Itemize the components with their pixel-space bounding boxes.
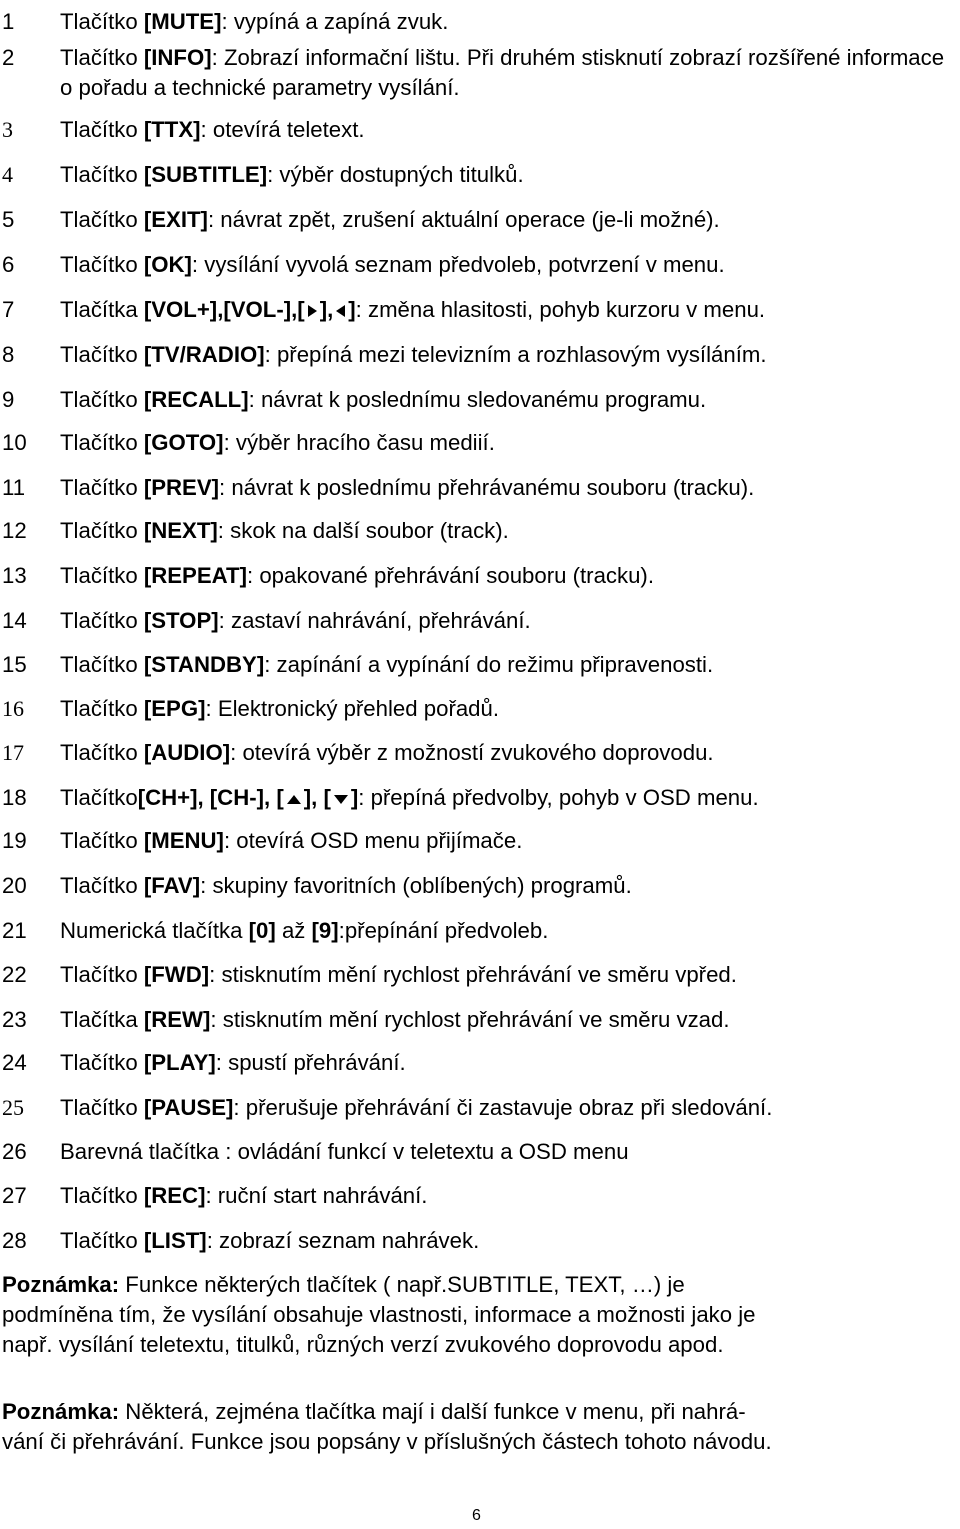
list-item: 19 Tlačítko [MENU]: otevírá OSD menu přijímače. xyxy=(2,826,957,856)
list-item: 2 Tlačítko [INFO]: Zobrazí informační lištu. Při druhém stisknutí zobrazí rozšířené informace o pořadu a technické parametry vysílání. xyxy=(2,45,945,100)
item-number: 28 xyxy=(2,1228,27,1253)
key-label: [REC] xyxy=(143,1183,206,1208)
item-number: 27 xyxy=(2,1183,27,1208)
note-additional: Poznámka: Některá, zejména tlačítka mají i další funkce v menu, při nahrá- vání či přehrávání. Funkce jsou popsány v příslušných částech tohoto návodu. xyxy=(2,1399,772,1454)
key-label: [FWD] xyxy=(143,962,210,987)
item-number: 21 xyxy=(2,918,27,943)
note-label: Poznámka: xyxy=(2,1272,120,1297)
item-number: 6 xyxy=(2,252,15,277)
key-label: [EXIT] xyxy=(143,207,208,232)
item-number: 13 xyxy=(2,563,27,588)
item-number: 2 xyxy=(2,45,15,70)
list-item: 27 Tlačítko [REC]: ruční start nahrávání. xyxy=(2,1181,957,1211)
key-label: [TV/RADIO] xyxy=(143,342,265,367)
key-label: [REPEAT] xyxy=(143,563,247,588)
key-label: [PREV] xyxy=(143,475,220,500)
item-number: 19 xyxy=(2,828,27,853)
list-item: 13 Tlačítko [REPEAT]: opakované přehrávání souboru (tracku). xyxy=(2,561,957,591)
list-item: 15 Tlačítko [STANDBY]: zapínání a vypínání do režimu připravenosti. xyxy=(2,650,957,680)
page-number: 6 xyxy=(472,1507,481,1524)
list-item: 10 Tlačítko [GOTO]: výběr hracího času mediií. xyxy=(2,428,957,458)
key-label: [VOL+],[VOL-],[ xyxy=(143,297,305,322)
key-label: [0] xyxy=(248,918,276,943)
key-label: [SUBTITLE] xyxy=(143,162,268,187)
list-item: 5 Tlačítko [EXIT]: návrat zpět, zrušení aktuální operace (je-li možné). xyxy=(2,205,957,235)
list-item: 28 Tlačítko [LIST]: zobrazí seznam nahrávek. xyxy=(2,1226,957,1256)
item-number: 10 xyxy=(2,430,27,455)
item-number: 22 xyxy=(2,962,27,987)
item-number: 11 xyxy=(2,475,26,500)
list-item: 26 Barevná tlačítka : ovládání funkcí v teletextu a OSD menu xyxy=(2,1137,957,1167)
item-number: 12 xyxy=(2,518,27,543)
item-number: 20 xyxy=(2,873,27,898)
key-label: [GOTO] xyxy=(143,430,224,455)
key-label: [MUTE] xyxy=(143,9,222,34)
list-item: 25 Tlačítko [PAUSE]: přerušuje přehrávání či zastavuje obraz při sledování. xyxy=(2,1093,957,1123)
item-number: 17 xyxy=(2,740,24,765)
key-label: [RECALL] xyxy=(143,387,249,412)
key-label: [EPG] xyxy=(143,696,206,721)
item-number: 5 xyxy=(2,207,15,232)
key-label: [STOP] xyxy=(143,608,219,633)
list-item: 23 Tlačítka [REW]: stisknutím mění rychlost přehrávání ve směru vzad. xyxy=(2,1005,957,1035)
key-label: [TTX] xyxy=(143,117,201,142)
item-number: 4 xyxy=(2,162,13,187)
key-label: [PLAY] xyxy=(143,1050,216,1075)
item-number: 26 xyxy=(2,1139,27,1164)
item-number: 1 xyxy=(2,9,15,34)
arrow-up-icon xyxy=(287,795,301,804)
item-number: 8 xyxy=(2,342,15,367)
item-number: 23 xyxy=(2,1007,27,1032)
list-item: 4 Tlačítko [SUBTITLE]: výběr dostupných titulků. xyxy=(2,160,957,190)
key-label: [CH+], [CH-], [ xyxy=(137,785,284,810)
item-number: 24 xyxy=(2,1050,27,1075)
key-label: [NEXT] xyxy=(143,518,218,543)
list-item: 20 Tlačítko [FAV]: skupiny favoritních (oblíbených) programů. xyxy=(2,871,957,901)
list-item: 21 Numerická tlačítka [0] až [9]:přepínání předvoleb. xyxy=(2,916,957,946)
key-label: [STANDBY] xyxy=(143,652,265,677)
key-label: [INFO] xyxy=(143,45,212,70)
item-number: 18 xyxy=(2,785,27,810)
list-item: 11 Tlačítko [PREV]: návrat k poslednímu přehrávanému souboru (tracku). xyxy=(2,473,957,503)
list-item: 12 Tlačítko [NEXT]: skok na další soubor (track). xyxy=(2,516,957,546)
arrow-down-icon xyxy=(334,795,348,804)
arrow-right-icon xyxy=(308,305,317,317)
key-label: [OK] xyxy=(143,252,192,277)
list-item: 14 Tlačítko [STOP]: zastaví nahrávání, přehrávání. xyxy=(2,606,957,636)
list-item: 22 Tlačítko [FWD]: stisknutím mění rychlost přehrávání ve směru vpřed. xyxy=(2,960,957,990)
arrow-left-icon xyxy=(336,305,345,317)
item-number: 14 xyxy=(2,608,27,633)
list-item: 24 Tlačítko [PLAY]: spustí přehrávání. xyxy=(2,1048,957,1078)
item-number: 25 xyxy=(2,1095,24,1120)
note-functions: Poznámka: Funkce některých tlačítek ( např.SUBTITLE, TEXT, …) je podmíněna tím, že vysílání obsahuje vlastnosti, informace a možnosti jako je např. vysílání teletextu, titulků, různých verzí zvukového doprovodu apod. xyxy=(2,1272,756,1357)
note-label: Poznámka: xyxy=(2,1399,120,1424)
key-label: [REW] xyxy=(143,1007,211,1032)
item-number: 15 xyxy=(2,652,27,677)
item-number: 9 xyxy=(2,387,15,412)
item-number: 7 xyxy=(2,297,15,322)
list-item: 3 Tlačítko [TTX]: otevírá teletext. xyxy=(2,115,957,145)
key-label: [FAV] xyxy=(143,873,201,898)
list-item: 18 Tlačítko[CH+], [CH-], [ ], [ ]: přepíná předvolby, pohyb v OSD menu. xyxy=(2,783,957,813)
item-number: 16 xyxy=(2,696,24,721)
key-label: [LIST] xyxy=(143,1228,207,1253)
key-label: [MENU] xyxy=(143,828,224,853)
key-label: [AUDIO] xyxy=(143,740,231,765)
key-label: [PAUSE] xyxy=(143,1095,234,1120)
list-item: 8 Tlačítko [TV/RADIO]: přepíná mezi televizním a rozhlasovým vysíláním. xyxy=(2,340,957,370)
item-number: 3 xyxy=(2,117,13,142)
list-item: 9 Tlačítko [RECALL]: návrat k poslednímu sledovanému programu. xyxy=(2,385,957,415)
list-item: 16 Tlačítko [EPG]: Elektronický přehled pořadů. xyxy=(2,694,957,724)
list-item: 6 Tlačítko [OK]: vysílání vyvolá seznam předvoleb, potvrzení v menu. xyxy=(2,250,957,280)
list-item: 1 Tlačítko [MUTE]: vypíná a zapíná zvuk. xyxy=(2,7,957,37)
list-item: 17 Tlačítko [AUDIO]: otevírá výběr z možností zvukového doprovodu. xyxy=(2,738,957,768)
list-item: 7 Tlačítka [VOL+],[VOL-],[ ], ]: změna hlasitosti, pohyb kurzoru v menu. xyxy=(2,295,957,325)
